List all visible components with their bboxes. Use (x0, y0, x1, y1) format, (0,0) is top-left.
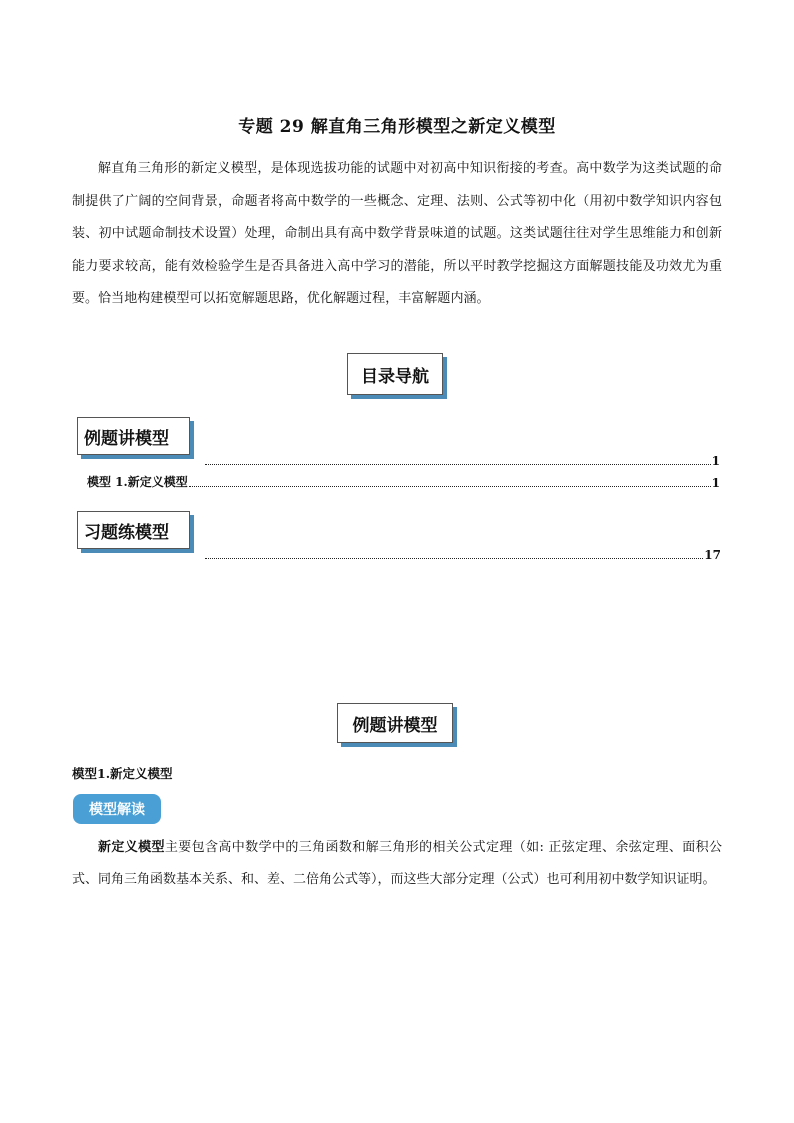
toc-heading-label: 目录导航 (361, 366, 429, 387)
toc-page-number: 1 (711, 476, 720, 490)
toc-entry-label: 模型 1.新定义模型 (87, 475, 188, 489)
model-interpretation-badge (73, 794, 161, 824)
toc-leader-dots (205, 463, 711, 465)
intro-paragraph: 解直角三角形的新定义模型，是体现选拔功能的试题中对初高中知识衔接的考查。高中数学为这类试题的命制提供了广阔的空间背景，命题者将高中数学的一些概念、定理、法则、公式等初中化（用初中数学知识内容包装、初中试题命制技术设置）处理，命制出具有高中数学背景味道的试题。这类试题往往对学生思维能力和创新能力要求较高，能有效检验学生是否具备进入高中学习的潜能，所以平时教学挖掘这方面解题技能及功效尤为重要。恰当地构建模型可以拓宽解题思路，优化解题过程，丰富解题内涵。 (72, 161, 722, 307)
model-description-paragraph (72, 832, 722, 895)
toc-entry-examples[interactable] (204, 452, 720, 468)
section-heading-label: 例题讲模型 (352, 715, 438, 736)
toc-section-examples-box[interactable] (77, 417, 190, 455)
toc-heading-box (347, 353, 443, 395)
toc-section-examples-label: 例题讲模型 (84, 428, 169, 449)
document-title: 专题 29 解直角三角形模型之新定义模型 (238, 117, 556, 137)
model-heading: 模型1.新定义模型 (72, 766, 173, 781)
toc-leader-dots (205, 557, 703, 559)
badge-label: 模型解读 (89, 802, 145, 818)
toc-section-exercises-box[interactable] (77, 511, 190, 549)
toc-page-number: 1 (711, 454, 720, 468)
section-heading-box (337, 703, 453, 743)
toc-page-number: 17 (704, 548, 721, 562)
toc-leader-dots (189, 485, 711, 487)
toc-section-exercises-label: 习题练模型 (84, 522, 169, 543)
toc-entry-exercises[interactable] (204, 546, 721, 562)
toc-entry-model1[interactable] (87, 474, 720, 490)
bold-term: 新定义模型 (98, 840, 165, 855)
description-text: 主要包含高中数学中的三角函数和解三角形的相关公式定理（如: 正弦定理、余弦定理、面积公式、同角三角函数基本关系、和、差、二倍角公式等），而这些大部分定理（公式）也可利用初中数学知识证明。 (72, 840, 722, 887)
